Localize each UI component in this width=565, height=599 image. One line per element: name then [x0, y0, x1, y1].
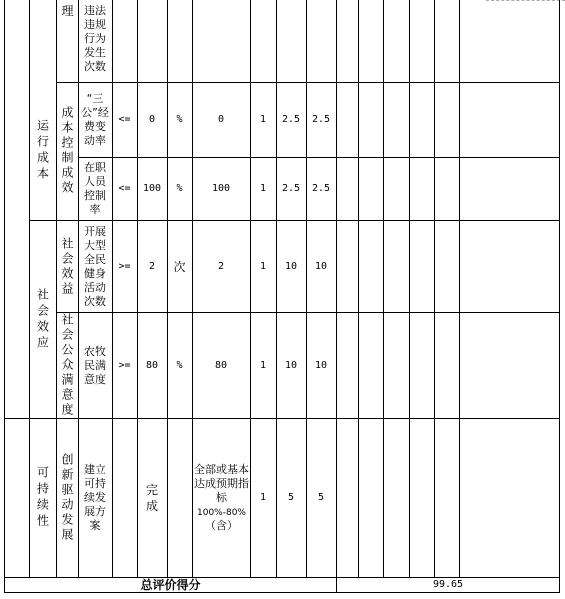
indicator-staff-control: 在职人员控制率 — [84, 161, 106, 216]
grid-line — [434, 0, 435, 577]
full-score: 5 — [287, 492, 295, 503]
operator: <= — [118, 183, 131, 194]
weight: 1 — [259, 114, 267, 125]
indicator-herder-satisfaction: 农牧民满意度 — [84, 344, 106, 386]
full-score: 10 — [284, 359, 298, 371]
total-score-label: 总评价得分 — [140, 578, 201, 592]
grid-line — [459, 0, 460, 577]
level2-innovation-driven: 创新驱动发展 — [60, 453, 74, 543]
operator: >= — [118, 260, 131, 272]
actual-value-block — [193, 419, 250, 577]
score: 2.5 — [311, 114, 331, 125]
indicator-sustainable-plan: 建立可持续发展方案 — [84, 463, 106, 532]
actual-value-main: 全部或基本达成预期指标 — [194, 463, 249, 504]
weight: 1 — [259, 492, 267, 503]
actual-value: 100 — [211, 183, 231, 194]
actual-value: 0 — [217, 114, 225, 125]
target-value: 0 — [148, 114, 156, 125]
grid-line — [336, 0, 337, 592]
grid-line — [4, 592, 560, 593]
score: 2.5 — [311, 183, 331, 194]
operator: >= — [118, 359, 131, 371]
full-score: 10 — [284, 260, 298, 272]
unit: % — [176, 183, 183, 194]
level2-cost-control: 成本控制成效 — [60, 106, 74, 196]
grid-line — [358, 0, 359, 577]
unit: % — [176, 359, 183, 371]
score: 10 — [314, 260, 328, 272]
cell-border-dashed — [486, 0, 565, 1]
operator: <= — [118, 114, 131, 125]
actual-value-inclusive: （含） — [205, 519, 238, 532]
level2-public-satisfaction: 社会公众满意度 — [60, 313, 74, 418]
weight: 1 — [259, 260, 267, 272]
full-score: 2.5 — [281, 114, 301, 125]
indicator-three-public-funds: “三公”经费变动率 — [81, 92, 109, 147]
grid-line — [78, 0, 79, 577]
grid-line — [383, 0, 384, 577]
level1-operating-cost: 运行成本 — [35, 119, 50, 183]
weight: 1 — [259, 183, 267, 194]
level1-sustainability: 可持续性 — [35, 466, 50, 530]
target-value: 100 — [142, 183, 162, 194]
score: 10 — [314, 359, 328, 371]
unit: 次 — [173, 259, 186, 274]
target-value: 80 — [145, 359, 159, 371]
actual-value-range: 100%-80% — [197, 508, 246, 518]
total-score-value: 99.65 — [432, 579, 464, 590]
grid-line — [409, 0, 410, 577]
grid-line — [4, 0, 5, 592]
level2-fragment: 理 — [61, 4, 74, 18]
indicator-violations: 违法违规行为发生次数 — [84, 4, 106, 73]
indicator-fitness-events: 开展大型全民健身活动次数 — [84, 224, 106, 308]
target-value: 2 — [148, 260, 156, 272]
level1-social-effect: 社会效应 — [35, 287, 50, 352]
weight: 1 — [259, 359, 267, 371]
actual-value: 80 — [214, 359, 228, 371]
level2-social-benefit: 社会效益 — [60, 236, 74, 297]
unit: % — [176, 114, 183, 125]
grid-line — [559, 0, 560, 592]
target-value: 完成 — [145, 483, 158, 513]
actual-value: 2 — [217, 260, 225, 272]
score: 5 — [317, 492, 325, 503]
full-score: 2.5 — [281, 183, 301, 194]
